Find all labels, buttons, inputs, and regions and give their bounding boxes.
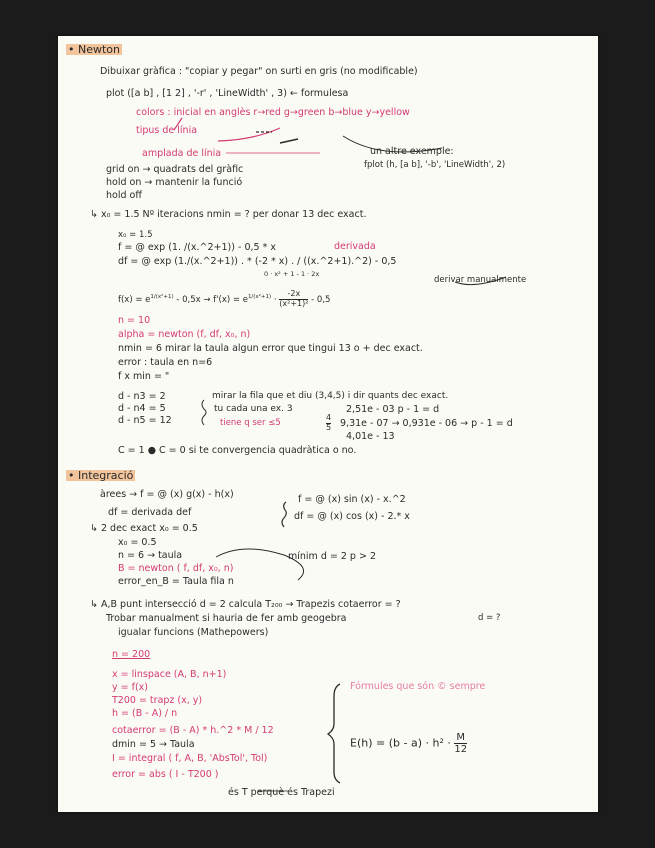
note-hold-off: hold off [106,190,142,201]
note-error-B: error_en_B = Taula fila n [118,576,234,587]
note-trapz: T200 = trapz (x, y) [112,695,203,706]
note-mirar-fila: mirar la fila que et diu (3,4,5) i dir quants dec exact. [212,391,449,401]
notes-page [58,36,598,812]
note-colors: colors : inicial en anglès r→red g→green b→blue y→yellow [136,107,410,118]
note-amplada-linia: amplada de línia [142,148,222,159]
note-err-1: 2,51e - 03 p - 1 = d [346,404,440,415]
note-df-derivada: df = derivada def [108,507,192,518]
note-n10: n = 10 [118,315,151,326]
formula-manual-derivative: $f(x) = e^{1/(x^2+1)} - 0,5x \to f'(x) = e^{1/(x^2+1)}$ · $\frac{-2x}{\text{(x²+1)²}}$ - 0,5 [118,289,331,308]
note-x0-05: x₀ = 0.5 [118,537,157,548]
note-grid-on: grid on → quadrats del gràfic [106,164,244,175]
note-derivada: derivada [334,241,376,252]
note-AB-interseccio: ↳ A,B punt intersecció d = 2 calcula T₂₀₀ → Trapezis cotaerror = ? [90,599,401,610]
note-h: h = (B - A) / n [112,708,178,719]
note-abs-error: error = abs ( I - T200 ) [112,769,219,780]
note-nmin: nmin = 6 mirar la taula algun error que tingui 13 o + dec exact. [118,343,423,354]
note-f-sin: f = @ (x) sin (x) - x.^2 [298,494,406,505]
note-tipus-linia: tipus de línia [136,125,198,136]
note-convergencia: C = 1 ● C = 0 si te convergencia quadràtica o no. [118,445,357,456]
note-cada-una: tu cada una ex. 3 [214,404,293,414]
note-arees: àrees → f = @ (x) g(x) - h(x) [100,489,234,500]
note-alpha: alpha = newton (f, df, x₀, n) [118,329,251,340]
note-d-n4: d - n4 = 5 [118,403,166,414]
note-altre-exemple: un altre exemple: [370,146,454,157]
note-small-top: 0 · x² + 1 - 1 · 2x [264,270,320,278]
note-n6-taula: n = 6 → taula [118,550,183,561]
note-dibuixar: Dibuixar gràfica : "copiar y pegar" on surti en gris (no modificable) [100,66,418,77]
note-d-n5: d - n5 = 12 [118,415,172,426]
note-x0-iteracions: ↳ x₀ = 1.5 Nº iteracions nmin = ? per donar 13 dec exact. [90,209,367,220]
note-B-newton: B = newton ( f, df, x₀, n) [118,563,234,574]
note-n200: n = 200 [112,649,151,660]
note-dmin: dmin = 5 → Taula [112,739,195,750]
note-2dec: ↳ 2 dec exact x₀ = 0.5 [90,523,198,534]
note-df-cos: df = @ (x) cos (x) - 2.* x [294,511,410,522]
note-derivar-manual: derivar manualmente [434,275,527,285]
section-title-integracio: • Integració [68,469,134,482]
section-title-newton: • Newton [68,43,120,56]
note-formules: Fórmules que són © sempre [350,681,486,692]
note-frac-45: $\frac{4}{5}$ [326,413,332,432]
note-trobar: Trobar manualment si hauria de fer amb geogebra [106,613,347,624]
note-err-3: 4,01e - 13 [346,431,395,442]
note-minim: mínim d = 2 p > 2 [288,551,376,562]
note-integral: I = integral ( f, A, B, 'AbsTol', Tol) [112,753,268,764]
note-fplot: fplot (h, [a b], '-b', 'LineWidth', 2) [364,160,506,170]
note-y-fx: y = f(x) [112,682,149,693]
note-d-n3: d - n3 = 2 [118,391,166,402]
note-d-question: d = ? [478,613,501,623]
note-linspace: x = linspace (A, B, n+1) [112,669,227,680]
note-igualar: igualar funcions (Mathepowers) [118,627,269,638]
note-x0: x₀ = 1.5 [118,230,153,240]
note-plot: plot ([a b] , [1 2] , '-r' , 'LineWidth' , 3) ← formulesa [106,88,349,99]
note-df-def: df = @ exp (1./(x.^2+1)) . * (-2 * x) . / ((x.^2+1).^2) - 0,5 [118,256,397,267]
note-hold-on: hold on → mantenir la funció [106,177,243,188]
note-err-2: 9,31e - 07 → 0,931e - 06 → p - 1 = d [340,418,513,429]
formula-Eh: E(h) = (b - a) · h² · $\frac{M}{12}$ [350,732,468,755]
note-cotaerror: cotaerror = (B - A) * h.^2 * M / 12 [112,725,274,736]
note-f-def: f = @ exp (1. /(x.^2+1)) - 0,5 * x [118,242,276,253]
note-es-trapezi: és T perquè és Trapezi [228,787,335,798]
note-fxmin: f x min = " [118,371,170,382]
note-error-taula: error : taula en n=6 [118,357,213,368]
note-tiene-ser: tiene q ser ≤5 [220,418,281,428]
